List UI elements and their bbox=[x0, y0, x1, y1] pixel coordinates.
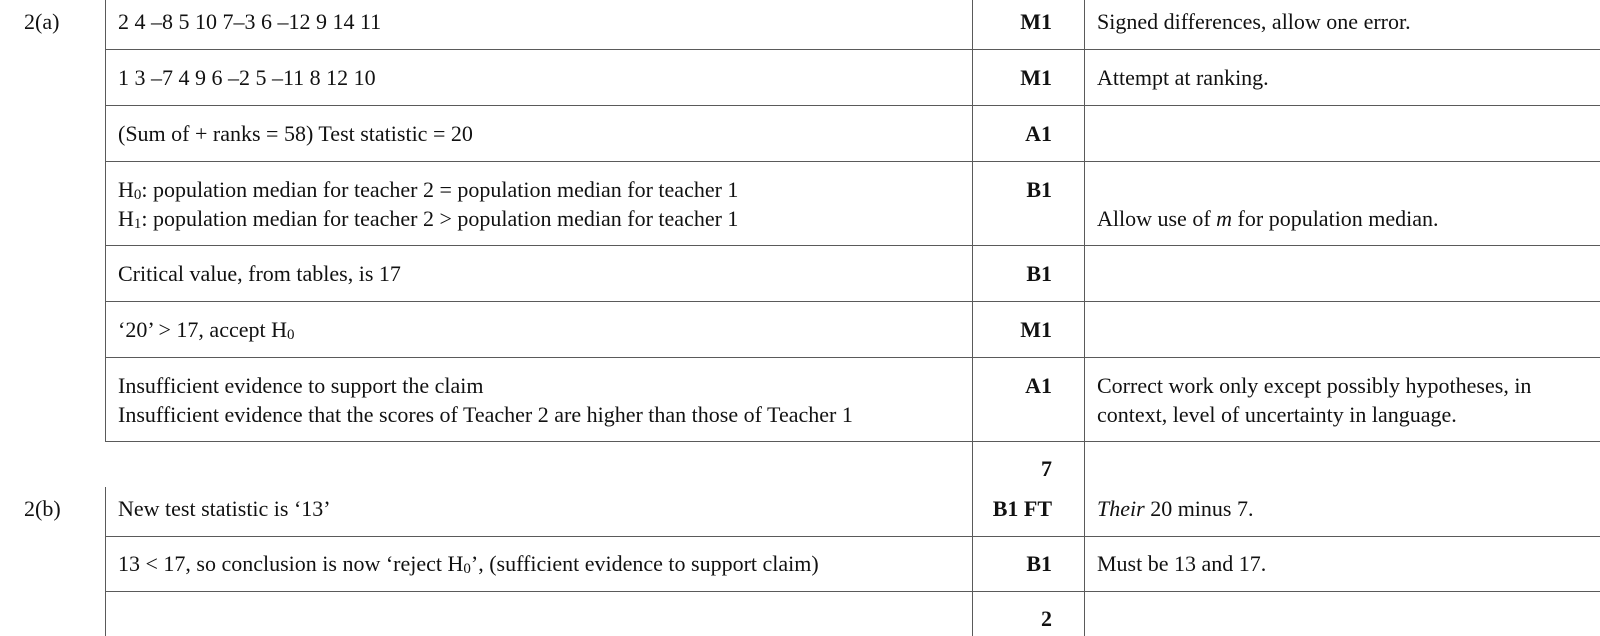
guidance-note: Signed differences, allow one error. bbox=[1097, 9, 1411, 34]
answer-text: New test statistic is ‘13’ bbox=[118, 496, 331, 521]
row-divider bbox=[105, 161, 1600, 162]
hypothesis-symbol: H bbox=[118, 206, 134, 231]
guidance-note bbox=[1097, 205, 1439, 233]
total-marks: 7 bbox=[1041, 456, 1052, 481]
note-text: 20 minus 7. bbox=[1144, 496, 1254, 521]
mark-code: M1 bbox=[1020, 65, 1052, 90]
row-divider bbox=[105, 591, 1600, 592]
guidance-note: Must be 13 and 17. bbox=[1097, 551, 1267, 576]
row-divider bbox=[105, 357, 1600, 358]
row-divider bbox=[105, 245, 1600, 246]
answer-text: Critical value, from tables, is 17 bbox=[118, 261, 401, 286]
row-divider bbox=[105, 49, 1600, 50]
hypothesis-text: : population median for teacher 2 > population median for teacher 1 bbox=[141, 206, 739, 231]
note-italic: Their bbox=[1097, 496, 1145, 521]
mark-code: B1 bbox=[1026, 261, 1052, 286]
note-italic: m bbox=[1216, 206, 1233, 231]
answer-text: 2 4 –8 5 10 7–3 6 –12 9 14 11 bbox=[118, 9, 382, 34]
mark-code: B1 bbox=[1026, 551, 1052, 576]
row-divider bbox=[105, 441, 1600, 442]
mark-code: B1 bbox=[1026, 177, 1052, 202]
total-marks: 2 bbox=[1041, 606, 1052, 631]
alternative-hypothesis bbox=[118, 205, 738, 233]
column-divider-left-b bbox=[105, 487, 106, 636]
guidance-note: context, level of uncertainty in language. bbox=[1097, 402, 1457, 427]
null-hypothesis bbox=[118, 176, 738, 204]
mark-code: M1 bbox=[1020, 9, 1052, 34]
guidance-note: Attempt at ranking. bbox=[1097, 65, 1269, 90]
answer-text: (Sum of + ranks = 58) Test statistic = 20 bbox=[118, 121, 473, 146]
guidance-note bbox=[1097, 495, 1253, 523]
answer-text bbox=[118, 316, 295, 344]
answer-text: Insufficient evidence that the scores of Teacher 2 are higher than those of Teacher 1 bbox=[118, 402, 853, 427]
column-divider-mark bbox=[972, 0, 973, 636]
guidance-note: Correct work only except possibly hypotheses, in bbox=[1097, 373, 1532, 398]
answer-text-part: ‘20’ > 17, accept H bbox=[118, 317, 287, 342]
row-divider bbox=[105, 105, 1600, 106]
mark-code: A1 bbox=[1025, 373, 1052, 398]
note-text: Allow use of bbox=[1097, 206, 1217, 231]
question-label: 2(b) bbox=[24, 496, 61, 521]
mark-code: A1 bbox=[1025, 121, 1052, 146]
hypothesis-subscript: 0 bbox=[463, 561, 471, 577]
hypothesis-text: : population median for teacher 2 = population median for teacher 1 bbox=[141, 177, 739, 202]
row-divider bbox=[105, 536, 1600, 537]
answer-text: 1 3 –7 4 9 6 –2 5 –11 8 12 10 bbox=[118, 65, 376, 90]
answer-text-part: 13 < 17, so conclusion is now ‘reject H bbox=[118, 551, 464, 576]
question-label: 2(a) bbox=[24, 9, 60, 34]
answer-text: Insufficient evidence to support the claim bbox=[118, 373, 484, 398]
column-divider-left bbox=[105, 0, 106, 441]
answer-text bbox=[118, 550, 819, 578]
answer-text-part: ’, (sufficient evidence to support claim) bbox=[470, 551, 819, 576]
hypothesis-subscript: 0 bbox=[133, 187, 142, 203]
hypothesis-subscript: 0 bbox=[287, 327, 295, 343]
row-divider bbox=[105, 301, 1600, 302]
hypothesis-subscript: 1 bbox=[133, 216, 142, 232]
mark-code: M1 bbox=[1020, 317, 1052, 342]
note-text: for population median. bbox=[1232, 206, 1439, 231]
mark-code: B1 FT bbox=[992, 496, 1052, 521]
hypothesis-symbol: H bbox=[118, 177, 134, 202]
column-divider-note bbox=[1084, 0, 1085, 636]
